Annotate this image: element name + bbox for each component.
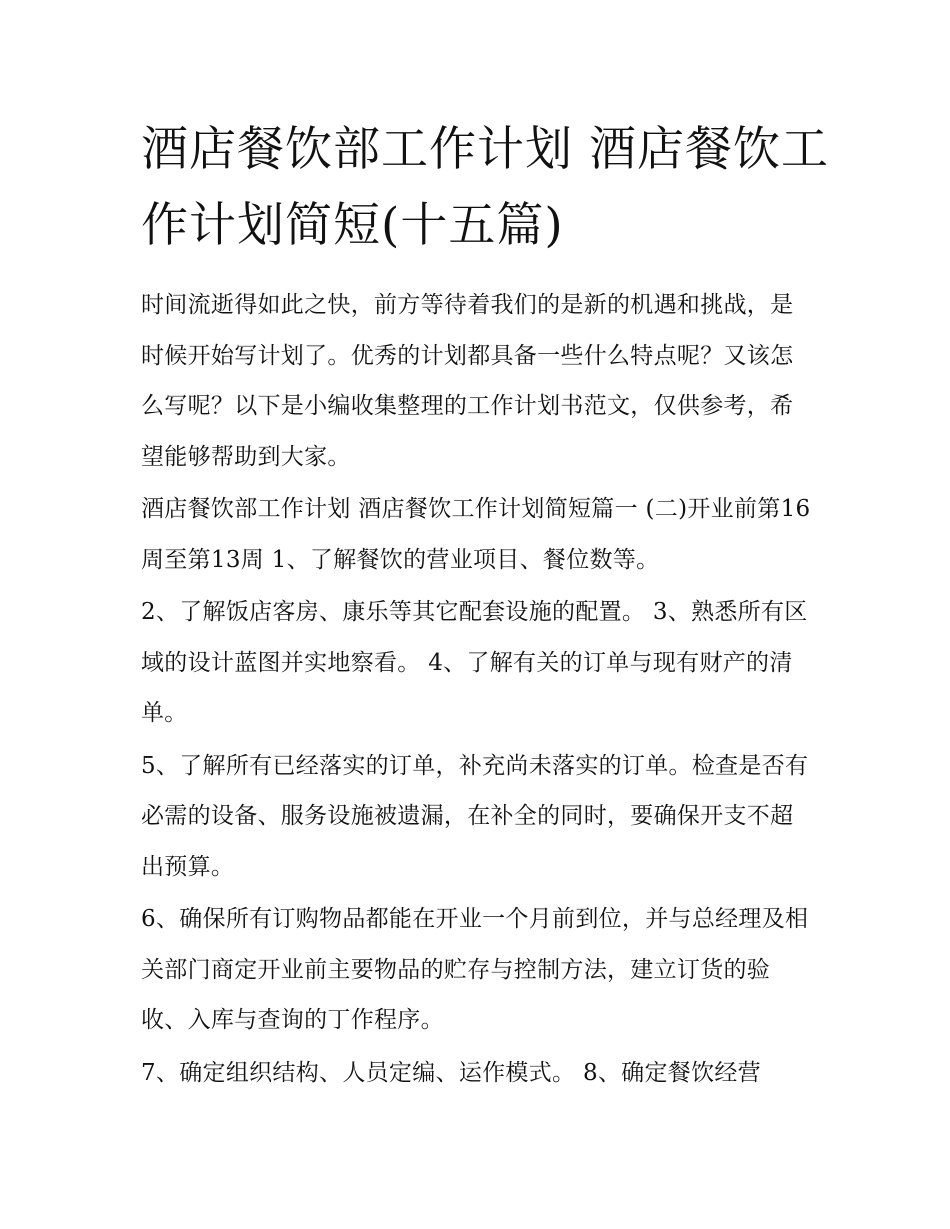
document-body bbox=[141, 280, 816, 1100]
document-title: 酒店餐饮部工作计划 酒店餐饮工作计划简短(十五篇) bbox=[141, 122, 829, 253]
body-paragraph: 5、了解所有已经落实的订单，补充尚未落实的订单。检查是否有必需的设备、服务设施被遗漏，在补全的同时，要确保开支不超出预算。 bbox=[141, 752, 809, 880]
body-paragraph: 7、确定组织结构、人员定编、运作模式。 8、确定餐饮经营 bbox=[141, 1059, 761, 1086]
body-paragraph: 酒店餐饮部工作计划 酒店餐饮工作计划简短篇一 (二)开业前第16周至第13周 1、了解餐饮的营业项目、餐位数等。 bbox=[141, 496, 811, 573]
body-paragraph: 6、确保所有订购物品都能在开业一个月前到位，并与总经理及相关部门商定开业前主要物品的贮存与控制方法，建立订货的验收、入库与查询的丁作程序。 bbox=[141, 906, 809, 1033]
body-paragraph: 2、了解饭店客房、康乐等其它配套设施的配置。 3、熟悉所有区域的设计蓝图并实地察看。 4、了解有关的订单与现有财产的清单。 bbox=[141, 599, 808, 726]
intro-paragraph: 时间流逝得如此之快，前方等待着我们的是新的机遇和挑战，是时候开始写计划了。优秀的计划都具备一些什么特点呢？又该怎么写呢？以下是小编收集整理的工作计划书范文，仅供参考，希望能够帮助到大家。 bbox=[141, 292, 794, 470]
